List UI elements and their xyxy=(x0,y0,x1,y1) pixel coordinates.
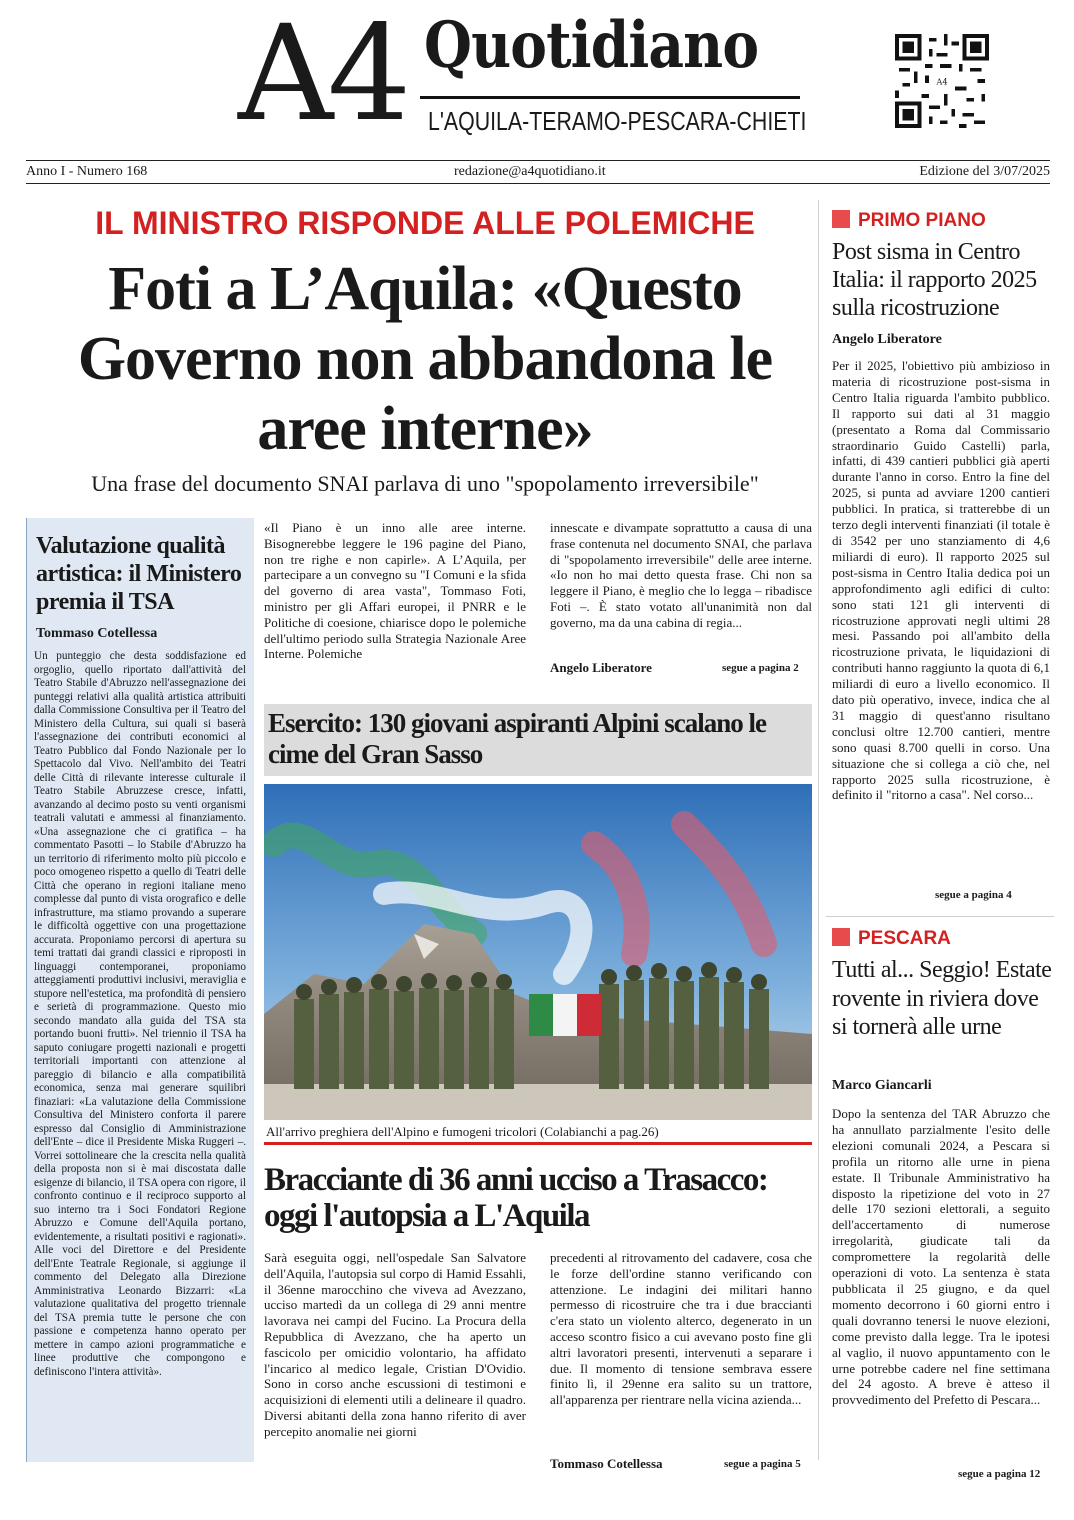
logo-a4[interactable]: A4 xyxy=(238,0,406,151)
email-link[interactable]: redazione@a4quotidiano.it xyxy=(454,164,606,179)
primo-piano-headline[interactable]: Post sisma in Centro Italia: il rapporto 2025 sulla ricostruzione xyxy=(832,239,1037,321)
bracciante-author: Tommaso Cotellessa xyxy=(550,1456,663,1471)
pescara-author: Marco Giancarli xyxy=(832,1078,932,1093)
issue-number: Anno I - Numero 168 xyxy=(26,164,148,179)
caption-rule xyxy=(264,1142,812,1145)
left-story-body: Un punteggio che desta soddisfazione ed orgoglio, quello riportato dall'attività del Teatro Stabile d'Abruzzo nell'assegnazione dei punteggi relativi alla qualità artistica attribuiti dalla Commissione Consultiva per il Teatro del Ministero della Cultura, sui quali si baserà l'assegnazione dei contributi economici al Teatro Pubblico dal Fondo Nazionale per lo Spettacolo dal Vivo. Nell'ambito dei Teatri delle Città di rilevante interesse culturale il Teatro Stabile Abruzzese cresce, infatti, avanzando al decimo posto su venti organismi teatrali valutati e ammessi al finanziamento. «Una assegnazione che ci gratifica – ha commentato Pasotti – lo Stabile d'Abruzzo ha un territorio di riferimento molto più piccolo e poco omogeneo rispetto a quello di Teatri delle Città che operano in regioni italiane meno complesse dal punto di vista orografico e delle infrastrutture, ma stiamo provando a superare le difficoltà oggettive con una progettazione accurata. Proponiamo percorsi di apertura su temi trattati dai grandi classici e riproposti in linguaggi contemporanei, proponiamo atteggiamenti produttivi inclusivi, meraviglia e stupore nell'estetica, ma profondità di pensiero e serietà di programmazione. Questo mio secondo mandato alla guida del TSA sta portando buoni frutti». Nel triennio il TSA ha saputo coniugare progetti nazionali e progetti territoriali importanti con attenzione al pareggio di bilancio e alla compatibilità economica, senza mai generare squilibri finaziari: «La valutazione della Commissione Consultiva del Ministero conforta il parere espresso dal Consiglio di Amministrazione dell'Ente – dice il Presidente Miska Ruggeri –. Vorrei sottolineare che la crescita nella qualità della proposta non si è mai discostata dalle esigenze di bilancio, il TSA opera con rigore, il confronto continuo e il reciproco supporto al suo interno tra i Soci Fondatori Regione Abruzzo e Comune dell'Aquila portano, evidentemente, a risultati positivi e ragionati». Alle voci del Direttore e del Presidente dell'Ente Teatrale Regionale, si aggiunge il commento del Delegato alla Direzione Amministrativa Leonardo Bizzarri: «La valutazione qualitativa del progetto triennale del TSA premia tutte le persone che con passione e competenza hanno operato per mettere in campo azioni programmatiche e linee produttive che compongono e definiscono l'intera attività». xyxy=(34,650,246,1378)
main-subtitle: Una frase del documento SNAI parlava di uno "spopolamento irreversibile" xyxy=(91,471,759,496)
pescara-headline[interactable]: Tutti al... Seggio! Estate rovente in riviera dove si tornerà alle urne xyxy=(832,957,1052,1040)
section-square-icon xyxy=(832,928,850,946)
section-square-icon xyxy=(832,210,850,228)
photo-caption: All'arrivo preghiera dell'Alpino e fumogeni tricolori (Colabianchi a pag.26) xyxy=(266,1124,659,1139)
pescara-body: Dopo la sentenza del TAR Abruzzo che ha annullato parzialmente l'esito delle elezioni comunali 2024, a Pescara si profila un ritorno alle urne in piena estate. Il Tribunale Amministrativo ha disposto la ripetizione del voto in 27 delle 170 sezioni elettorali, a seguito dell'accertamento di numerose irregolarità, giudicate tali da compromettere la regolarità delle operazioni di voto. La sentenza è stata pubblicata il 25 giugno, e da quel momento decorrono i 60 giorni entro i quali dovranno tenersi le nuove elezioni, come previsto dalla legge. Tra le ipotesi al vaglio, il nuovo appuntamento con le urne potrebbe cadere nel fine settimana del 24 agosto. A breve è atteso il provvedimento del Prefetto di Pescara... xyxy=(832,1106,1050,1408)
info-bar xyxy=(26,160,1050,184)
logo-cities: L'AQUILA-TERAMO-PESCARA-CHIETI xyxy=(428,106,807,136)
main-story-column-1: «Il Piano è un inno alle aree interne. Bisognerebbe leggere le 196 pagine del Piano, non tre righe e non capirle». A L’Aquila, per partecipare a un convegno su "I Comuni e la sfida del governo di area vasta", Tommaso Foti, ministro per gli Affari europei, il PNRR e le Politiche di coesione, chiarisce dopo le polemiche dell'ultimo periodo sulla Strategia Nazionale Aree Interne. Polemiche xyxy=(264,520,526,662)
right-column-divider xyxy=(818,200,819,1460)
section-label-primo-piano xyxy=(832,210,986,232)
left-story-headline[interactable]: Valutazione qualità artistica: il Ministero premia il TSA xyxy=(36,533,242,615)
section-label-text: PESCARA xyxy=(858,928,951,949)
section-label-text: PRIMO PIANO xyxy=(858,210,986,231)
bracciante-continued-link[interactable]: segue a pagina 5 xyxy=(724,1458,801,1470)
main-story-author: Angelo Liberatore xyxy=(550,660,652,675)
main-headline[interactable]: Foti a L’Aquila: «Questo Governo non abbandona le aree interne» xyxy=(77,255,773,463)
qr-code-icon[interactable] xyxy=(895,34,989,128)
section-label-pescara xyxy=(832,928,951,950)
main-kicker: IL MINISTRO RISPONDE ALLE POLEMICHE xyxy=(95,205,755,241)
primo-piano-author: Angelo Liberatore xyxy=(832,332,942,347)
primo-piano-body: Per il 2025, l'obiettivo più ambizioso in materia di ricostruzione post-sisma in Centro Italia riguarda l'ambito pubblico. Il rapporto sui dati al 31 maggio (presentato a Roma dal Commissario straordinario Guido Castelli) parla, infatti, di 439 cantieri pubblici già aperti durante l'anno in corso. Entro la fine del 2025, si punta ad avviare 1200 cantieri pubblici. In pratica, si tratterebbe di un terzo degli interventi finanziati (il totale è di 3542 per uno stanziamento di 4,6 miliardi di euro). Il rapporto 2025 sul post-sisma in Centro Italia dedica poi un approfondimento agli edifici di culto: sono stati 121 gli interventi di ricostruzione approvati negli ultimi 28 mesi. Passando poi all'ambito della ricostruzione privata, le liquidazioni di contributi hanno raggiunto la quota di 6,1 miliardi di euro a livello economico. Il dato più operativo, invece, indica che al 31 maggio di quest'anno risultano conclusi oltre 12.700 cantieri, mentre sono quasi 8.700 quelli in corso. Una situazione che si collega a ciò che, nel rapporto 2025 sulla ricostruzione, è definito il "ritorno a casa". Nel corso... xyxy=(832,358,1050,803)
bracciante-column-2: precedenti al ritrovamento del cadavere, cosa che le forze dell'ordine stanno verificando con attenzione. Le indagini dei militari hanno permesso di ricostruire che tra i due braccianti c'era stato un violento alterco, degenerato in un acceso scontro fisico a cui avevano posto fine gli altri lavoratori presenti, intervenuti a separare i due. Il momento di tensione sembrava essere finito lì, il 29enne era salito su un trattore, all'apparenza per rientrare nella vicina azienda... xyxy=(550,1250,812,1408)
left-story-author: Tommaso Cotellessa xyxy=(36,626,158,641)
pescara-continued-link[interactable]: segue a pagina 12 xyxy=(958,1468,1041,1480)
logo-name[interactable]: Quotidiano xyxy=(424,8,759,83)
main-story-column-2: innescate e divampate soprattutto a causa di una frase contenuta nel documento SNAI, che parlava di "spopolamento irreversibile" delle aree interne. «Io non ho mai detto questa frase. Chi non sa leggere il Piano, è meglio che lo legga – ribadisce Foti –. È stato votato all'unanimità non dal governo, ma da una cabina di regia... xyxy=(550,520,812,630)
main-story-continued-link[interactable]: segue a pagina 2 xyxy=(722,662,799,674)
bracciante-headline[interactable]: Bracciante di 36 anni ucciso a Trasacco: oggi l'autopsia a L'Aquila xyxy=(264,1162,768,1234)
qr-logo-text: A4 xyxy=(936,76,948,87)
right-column-separator xyxy=(826,916,1054,917)
logo-rule xyxy=(420,96,800,99)
esercito-headline[interactable]: Esercito: 130 giovani aspiranti Alpini scalano le cime del Gran Sasso xyxy=(268,708,767,769)
primo-piano-continued-link[interactable]: segue a pagina 4 xyxy=(935,889,1012,901)
edition-date: Edizione del 3/07/2025 xyxy=(919,164,1050,179)
alpini-group-photo xyxy=(264,784,812,1120)
bracciante-column-1: Sarà eseguita oggi, nell'ospedale San Salvatore dell'Aquila, l'autopsia sul corpo di Hamid Essahli, il 36enne marocchino che viveva ad Avezzano, ucciso martedì da un collega di 29 anni mentre lavorava nei campi del Fucino. La Procura della Repubblica di Avezzano, che ha aperto un fascicolo per omicidio volontario, ha affidato l'incarico al medico legale, Cristian D'Ovidio. Sono in corso anche escussioni di testimoni e acquisizioni di elementi utili a delineare il quadro. Diversi abitanti della zona hanno riferito di aver percepito anomalie nei giorni xyxy=(264,1250,526,1439)
